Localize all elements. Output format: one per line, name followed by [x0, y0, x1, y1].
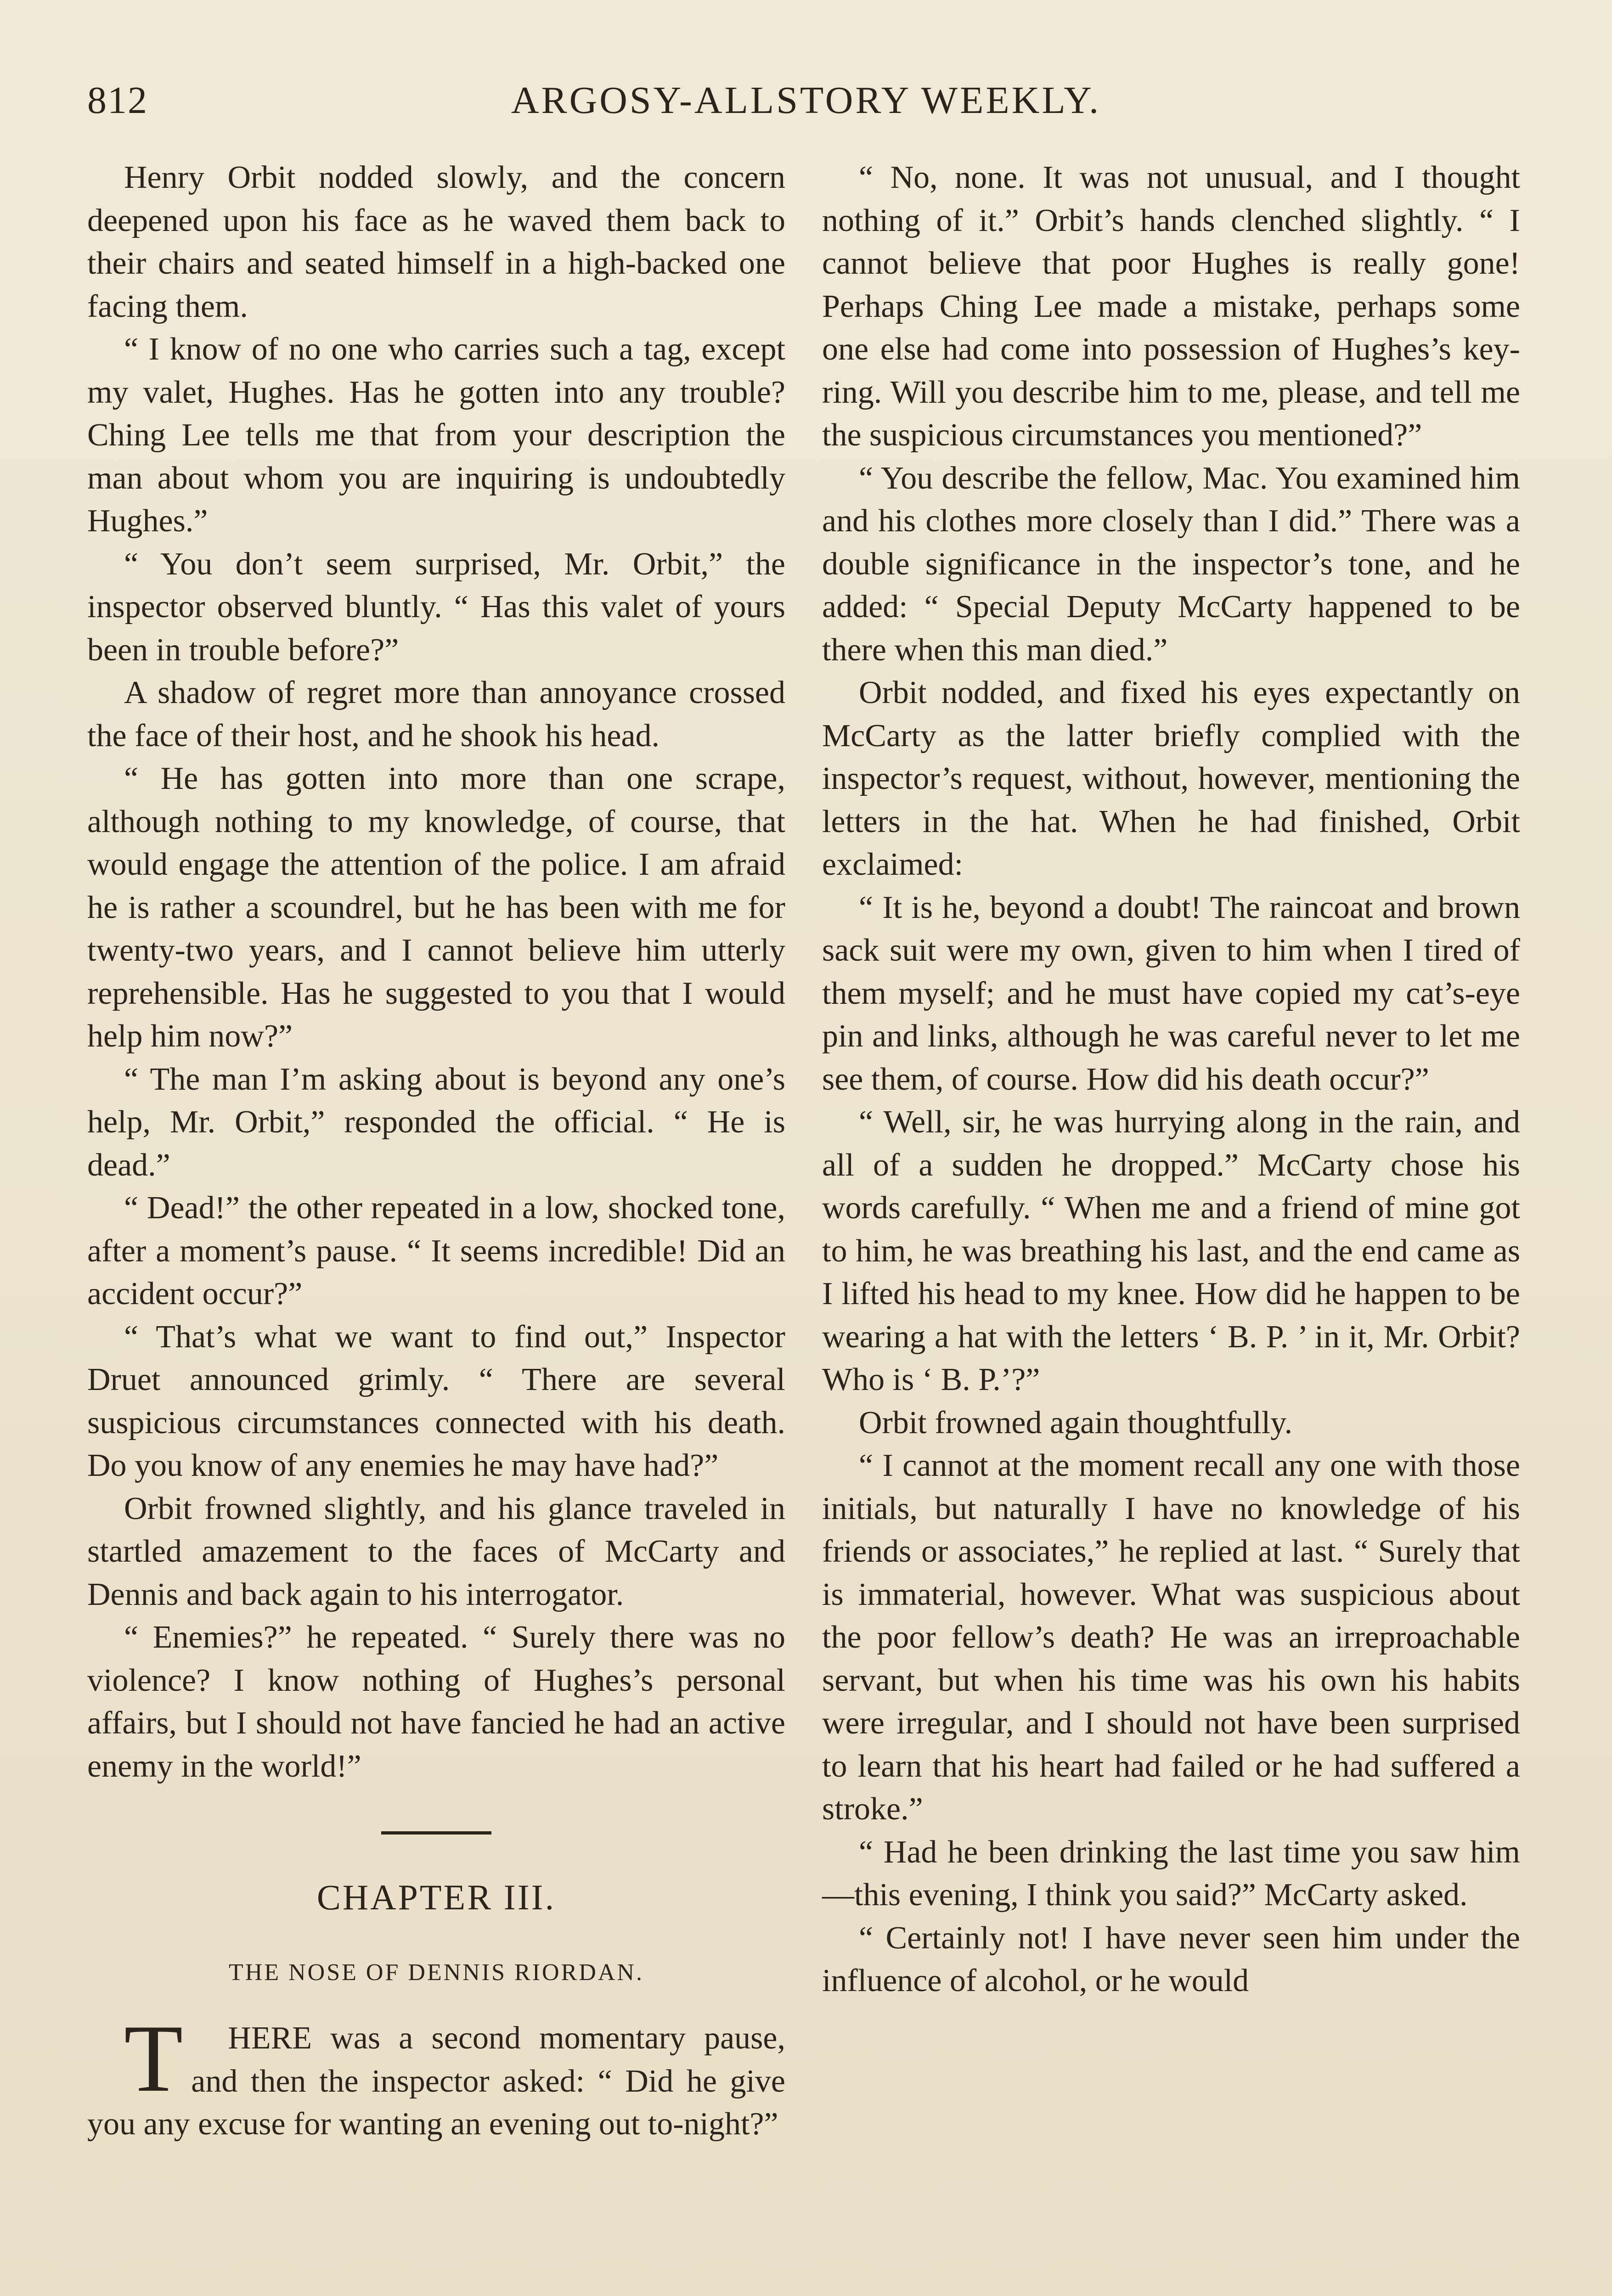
paragraph: “ He has gotten into more than one scrape, although nothing to my knowledge, of course, that would engage the attention of the police. I am afraid he is rather a scoundrel, but he has been with me for twenty-two years, and I cannot believe him utterly reprehensible. Has he suggested to you that I would help him now?” — [87, 761, 785, 1054]
page-header — [87, 78, 1525, 129]
paragraph: Orbit frowned again thoughtfully. — [859, 1405, 1293, 1441]
paragraph: “ I know of no one who carries such a tag, except my valet, Hughes. Has he gotten into any trouble? Ching Lee tells me that from your description the man about whom you are inquiring is undoubtedly Hughes.” — [87, 332, 785, 539]
paragraph: “ You describe the fellow, Mac. You examined him and his clothes more closely than I did.” There was a double significance in the inspector’s tone, and he added: “ Special Deputy McCarty happened to be there when this man died.” — [822, 460, 1520, 668]
page-number: 812 — [87, 79, 148, 122]
drop-cap-letter: T — [124, 2005, 183, 2112]
paragraph: A shadow of regret more than annoyance crossed the face of their host, and he shook his head. — [87, 675, 785, 754]
paragraph: “ Well, sir, he was hurrying along in the rain, and all of a sudden he dropped.” McCarty chose his words carefully. “ When me and a friend of mine got to him, he was breathing his last, and the end came as I lifted his head to my knee. How did he happen to be wearing a hat with the letters ‘ B. P. ’ in it, Mr. Orbit? Who is ‘ B. P.’?” — [822, 1104, 1520, 1397]
paragraph: “ The man I’m asking about is beyond any one’s help, Mr. Orbit,” responded the official. “ He is dead.” — [87, 1061, 785, 1183]
chapter-opening-paragraph — [87, 2005, 785, 2146]
paragraph: Henry Orbit nodded slowly, and the concern deepened upon his face as he waved them back to their chairs and seated himself in a high-backed one facing them. — [87, 160, 785, 324]
paragraph: “ I cannot at the moment recall any one with those initials, but naturally I have no knowledge of his friends or associates,” he replied at last. “ Surely that is immaterial, however. What was suspicious about the poor fellow’s death? He was an irreproachable servant, but when his time was his own his habits were irregular, and I should not have been surprised to learn that his heart had failed or he had suffered a stroke.” — [822, 1448, 1520, 1827]
chapter-opening-text: HERE was a second momentary pause, and then the inspector asked: “ Did he give you any excuse for wanting an evening out to-night?” — [87, 2020, 785, 2142]
section-divider — [381, 1831, 491, 1835]
paragraph: Orbit nodded, and fixed his eyes expectantly on McCarty as the latter briefly complied with the inspector’s request, without, however, mentioning the letters in the hat. When he had finished, Orbit exclaimed: — [822, 675, 1520, 882]
paragraph: “ Dead!” the other repeated in a low, shocked tone, after a moment’s pause. “ It seems incredible! Did an accident occur?” — [87, 1190, 785, 1311]
paragraph: “ It is he, beyond a doubt! The raincoat and brown sack suit were my own, given to him when I tired of them myself; and he must have copied my cat’s-eye pin and links, although he was careful never to let me see them, of course. How did his death occur?” — [822, 889, 1520, 1097]
paragraph: “ No, none. It was not unusual, and I thought nothing of it.” Orbit’s hands clenched slightly. “ I cannot believe that poor Hughes is really gone! Perhaps Ching Lee made a mistake, perhaps some one else had come into possession of Hughes’s key-ring. Will you describe him to me, please, and tell me the suspicious circumstances you mentioned?” — [822, 160, 1520, 453]
chapter-title: CHAPTER III. — [316, 1877, 556, 1917]
chapter-subtitle: THE NOSE OF DENNIS RIORDAN. — [229, 1959, 644, 1986]
paragraph: “ Enemies?” he repeated. “ Surely there was no violence? I know nothing of Hughes’s personal affairs, but I should not have fancied he had an active enemy in the world!” — [87, 1620, 785, 1784]
running-title: ARGOSY-ALLSTORY WEEKLY. — [511, 79, 1101, 122]
right-column — [822, 156, 1520, 2003]
paragraph: Orbit frowned slightly, and his glance traveled in startled amazement to the faces of McCarty and Dennis and back again to his interrogator. — [87, 1491, 785, 1612]
paragraph: “ You don’t seem surprised, Mr. Orbit,” the inspector observed bluntly. “ Has this valet of yours been in trouble before?” — [87, 546, 785, 668]
left-column — [87, 156, 785, 2146]
paragraph: “ Certainly not! I have never seen him under the influence of alcohol, or he would — [822, 1920, 1520, 1998]
paragraph: “ Had he been drinking the last time you saw him—this evening, I think you said?” McCarty asked. — [822, 1834, 1520, 1913]
paragraph: “ That’s what we want to find out,” Inspector Druet announced grimly. “ There are several suspicious circumstances connected with his death. Do you know of any enemies he may have had?” — [87, 1319, 785, 1483]
